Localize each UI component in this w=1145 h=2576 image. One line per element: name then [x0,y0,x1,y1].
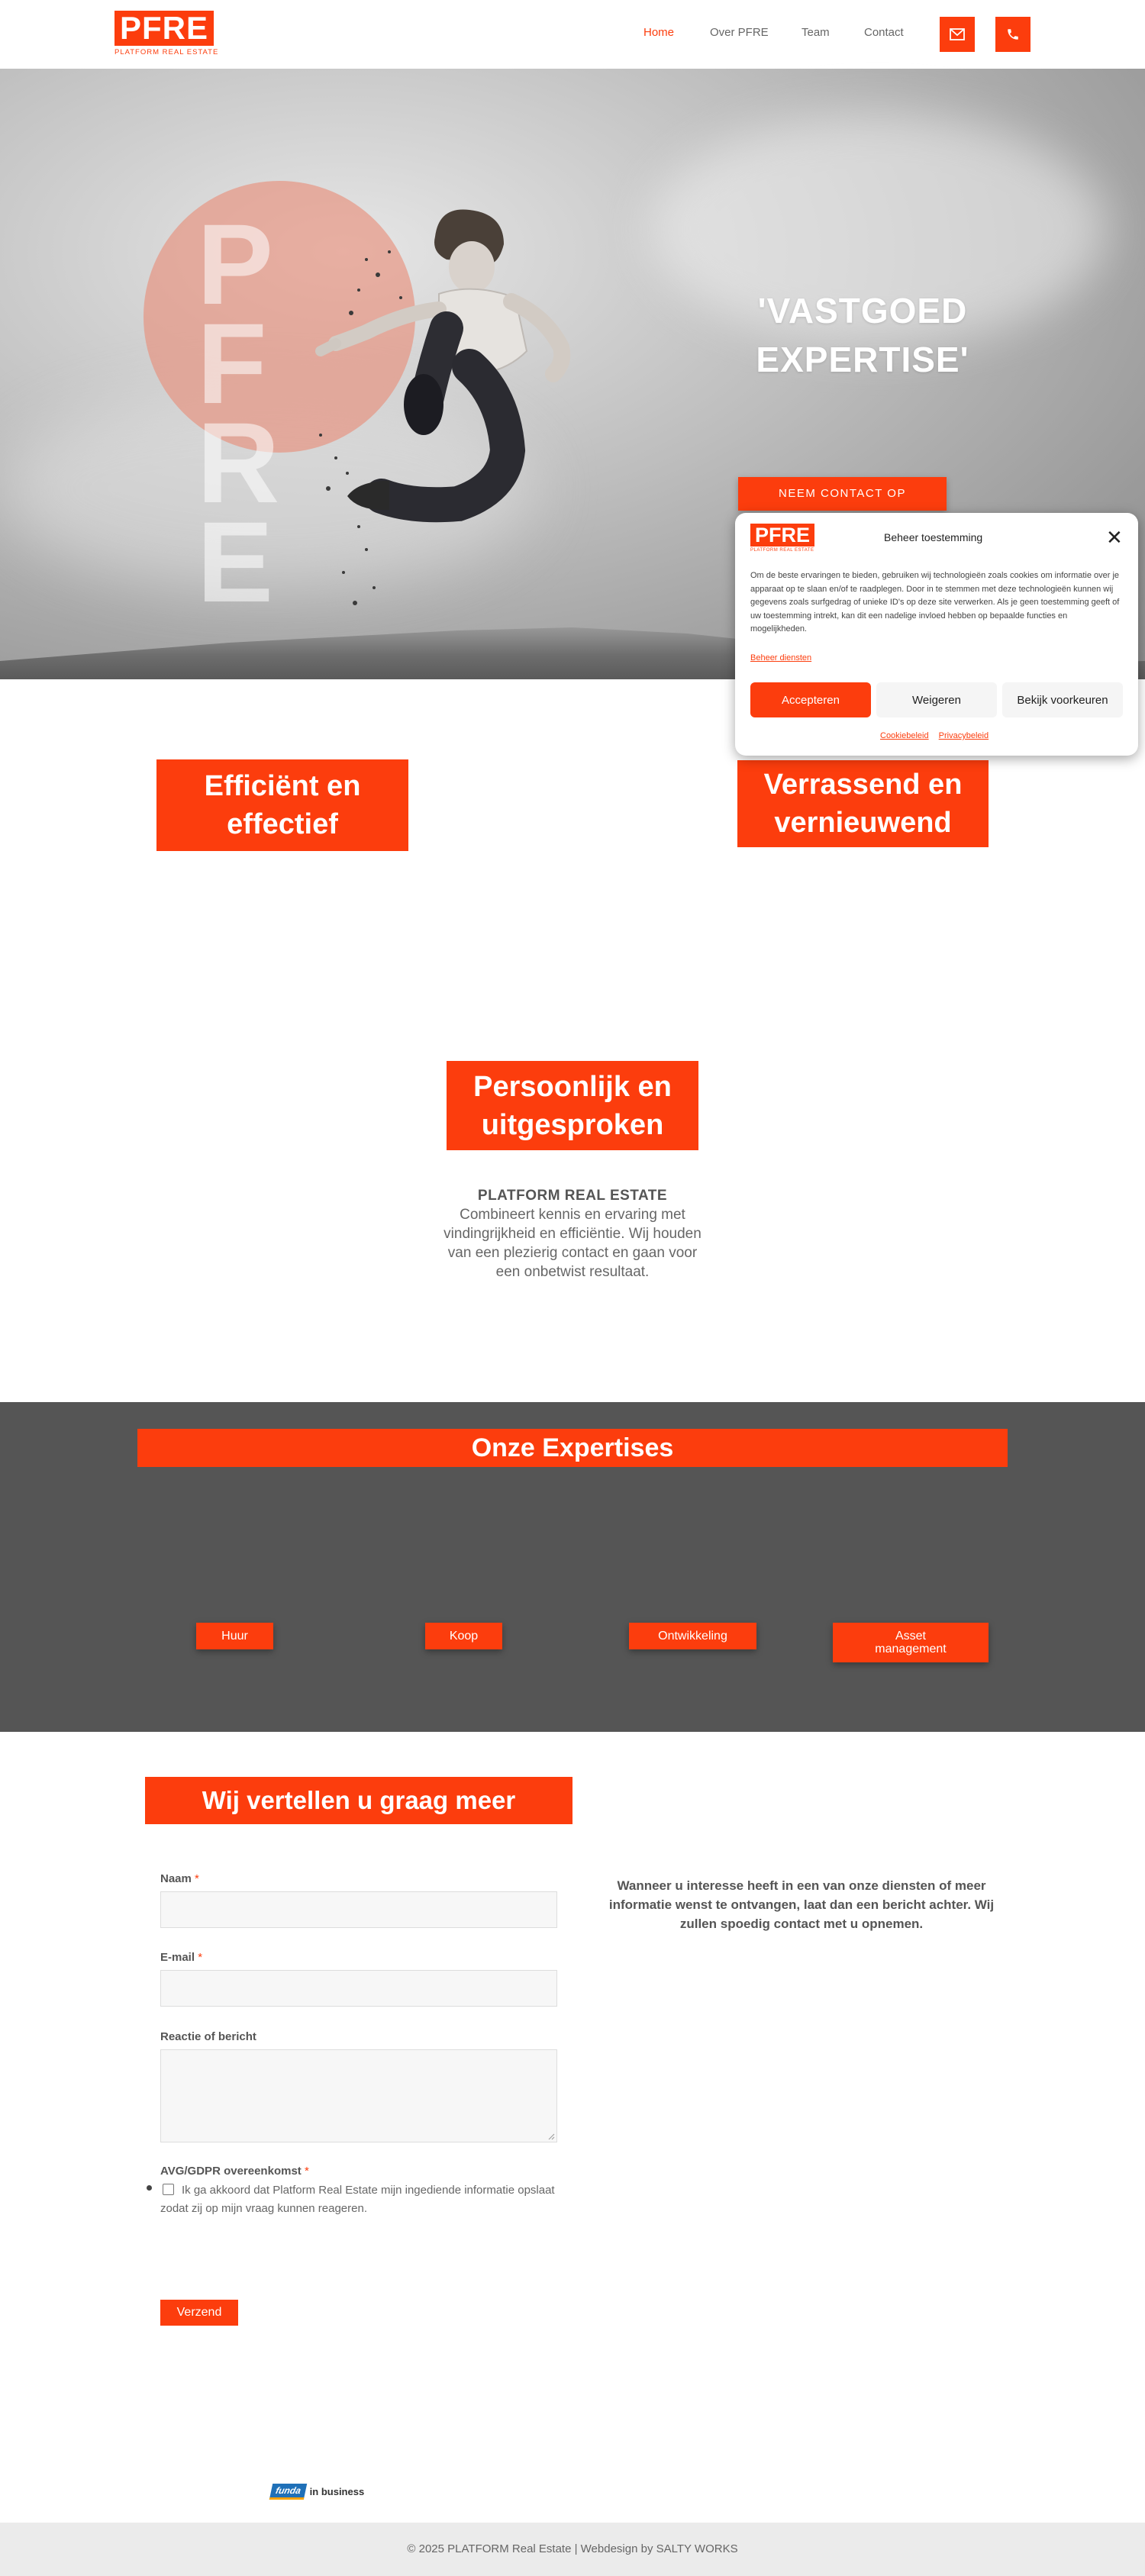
expertise-asset-management-button[interactable]: Asset management [833,1623,989,1662]
expertises-title: Onze Expertises [137,1429,1008,1467]
resize-handle-icon[interactable] [547,2133,555,2140]
cookie-text: Om de beste ervaringen te bieden, gebruiken wij technologieën zoals cookies om informatie over je apparaat op te slaan en/of te raadplegen. Door in te stemmen met deze technologieën kunnen wij gegevens zoals surfgedrag of unieke ID's op deze site verwerken. Als je geen toestemming geeft of uw toestemming intrekt, kan dit een nadelige invloed hebben op bepaalde functies en mogelijkheden. [750,571,1120,634]
site-footer: © 2025 PLATFORM Real Estate | Webdesign by SALTY WORKS [0,2523,1145,2576]
hero-circle-letters: P F R E [197,200,317,626]
email-input[interactable] [160,1970,557,2007]
email-label: E-mail * [160,1951,203,1964]
funda-in-business-logo[interactable] [271,2483,364,2500]
nav-contact[interactable]: Contact [864,26,904,39]
message-textarea[interactable] [160,2049,557,2142]
cookie-policy-link[interactable]: Cookiebeleid [880,731,929,740]
nav-over-pfre[interactable]: Over PFRE [710,26,769,39]
contact-title: Wij vertellen u graag meer [145,1777,572,1824]
name-label: Naam * [160,1872,199,1885]
value-persoonlijk-heading: Persoonlijk en uitgesproken [447,1061,698,1150]
phone-icon [1006,27,1020,41]
name-input[interactable] [160,1891,557,1928]
contact-cta-button[interactable]: NEEM CONTACT OP [738,477,947,511]
gdpr-label: AVG/GDPR overeenkomst * [160,2165,309,2178]
cookie-title: Beheer toestemming [884,531,983,543]
envelope-icon [950,28,965,40]
cookie-logo-tagline: PLATFORM REAL ESTATE [750,548,814,553]
logo-tagline: PLATFORM REAL ESTATE [114,48,219,56]
site-logo[interactable] [114,10,219,58]
cookie-links [880,731,996,740]
expertise-koop-button[interactable]: Koop [425,1623,502,1649]
value-verrassend-heading: Verrassend en vernieuwend [737,760,989,847]
about-block [435,1186,710,1282]
cookie-logo-mark: PFRE [750,524,814,546]
value-efficient-heading: Efficiënt en effectief [156,759,408,851]
cookie-consent-dialog [735,513,1138,756]
hero-title: 'VASTGOED EXPERTISE' [756,291,969,379]
privacy-policy-link[interactable]: Privacybeleid [938,731,989,740]
funda-logo-text: in business [309,2485,365,2497]
message-label: Reactie of bericht [160,2030,256,2043]
about-heading: PLATFORM REAL ESTATE [477,1188,668,1204]
about-text: Combineert kennis en ervaring met vindingrijkheid en efficiëntie. Wij houden van een plezierig contact en gaan voor een onbetwist resultaat. [443,1207,702,1280]
deny-button[interactable]: Weigeren [876,682,997,717]
close-icon[interactable]: ✕ [1106,526,1123,549]
expertise-huur-button[interactable]: Huur [196,1623,273,1649]
jumping-boy-illustration [275,145,672,634]
list-bullet [147,2185,152,2191]
manage-services-link[interactable]: Beheer diensten [750,653,812,663]
funda-logo-mark: funda [269,2484,307,2500]
nav-team[interactable]: Team [802,26,830,39]
view-preferences-button[interactable]: Bekijk voorkeuren [1002,682,1123,717]
site-header [0,0,1145,69]
mail-button[interactable] [940,17,975,52]
consent-text: Ik ga akkoord dat Platform Real Estate mijn ingediende informatie opslaat zodat zij op mijn vraag kunnen reageren. [160,2184,555,2215]
cookie-logo [750,524,814,553]
nav-home[interactable]: Home [643,26,675,39]
contact-info-text: Wanneer u interesse heeft in een van onze diensten of meer informatie wenst te ontvangen, laat dan een bericht achter. Wij zullen spoedig contact met u opnemen. [608,1878,995,1931]
submit-button[interactable]: Verzend [160,2300,238,2326]
logo-mark: PFRE [114,11,214,46]
phone-button[interactable] [995,17,1030,52]
expertise-ontwikkeling-button[interactable]: Ontwikkeling [629,1623,756,1649]
accept-button[interactable]: Accepteren [750,682,871,717]
